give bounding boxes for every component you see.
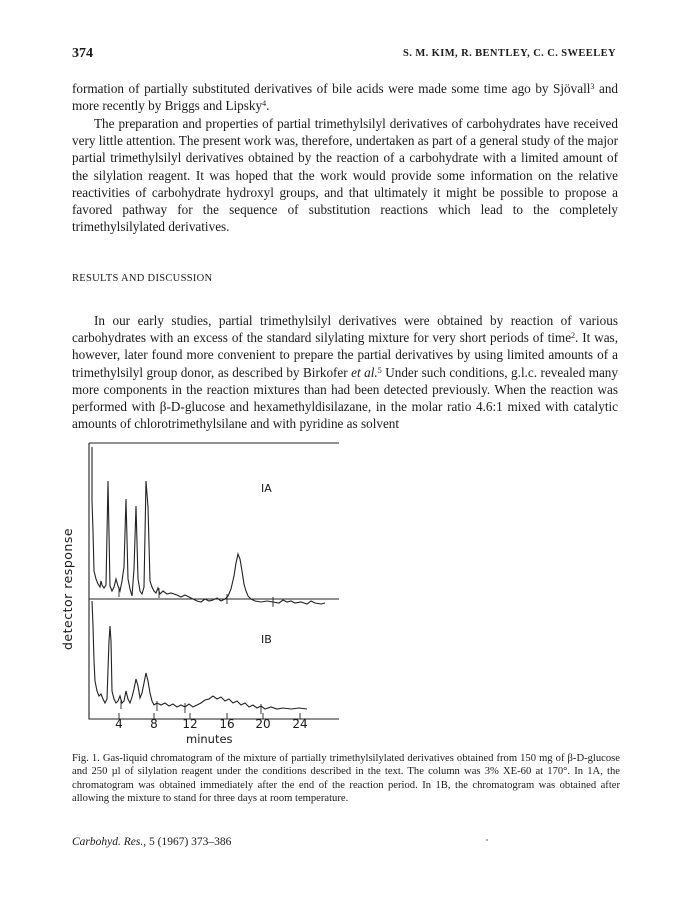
- x-tick-label: 12: [182, 717, 198, 731]
- p1-text-3: .: [266, 98, 270, 114]
- caption-figure-number: Fig. 1.: [72, 753, 100, 764]
- caption-text: Gas-liquid chromatogram of the mixture of partially trimethylsilylated derivatives obtained from 150 mg of β-D-glucose and 250 µl of silylation reagent under the conditions described in the text. The column was 3% XE-60 at 170°. In 1A, the chromatogram was obtained immediately after the end of the reaction period. In 1B, the chromatogram was obtained after allowing the mixture to stand for three days at room temperature.: [72, 753, 620, 804]
- p1-text-1: formation of partially substituted derivatives of bile acids were made some time ago by Sjövall: [72, 81, 591, 96]
- journal-footer: [72, 836, 231, 848]
- running-header-authors: S. M. KIM, R. BENTLEY, C. C. SWEELEY: [403, 48, 616, 59]
- chromatogram-svg: [85, 441, 339, 720]
- stray-dot: [486, 839, 488, 841]
- figure-caption: [72, 752, 620, 805]
- p3-text-2: . It was, however, later found more convenient to prepare the partial derivatives by using limited amounts of a trimethylsilyl group donor, as described by Birkofer: [72, 330, 618, 380]
- chromatogram-figure: [85, 441, 339, 720]
- x-tick-label: 4: [115, 717, 123, 731]
- footer-volume: , 5 (1967) 373–386: [143, 836, 232, 848]
- figure-frame: [89, 443, 339, 719]
- p3-ref-2: 5: [377, 365, 382, 375]
- p3-etal: et al.: [351, 364, 378, 380]
- paragraph-continuation: [72, 80, 618, 114]
- p1-ref-2: 4: [262, 99, 267, 109]
- paragraph-results: [72, 312, 618, 432]
- y-axis-label: detector response: [60, 527, 75, 650]
- page-number: 374: [72, 46, 93, 61]
- section-title: RESULTS AND DISCUSSION: [72, 273, 213, 284]
- x-tick-label: 20: [255, 717, 271, 731]
- x-axis-label: minutes: [186, 732, 233, 746]
- footer-journal: Carbohyd. Res.: [72, 836, 144, 848]
- paragraph-intro: The preparation and properties of partial trimethylsilyl derivatives of carbohydrates have received very little attention. The present work was, therefore, undertaken as part of a general study of the major partial trimethylsilyl derivatives obtained by the reaction of a carbohydrate with a limited amount of the silylation reagent. It was hoped that the work would provide some information on the relative reactivities of carbohydrate hydroxyl groups, and that ultimately it might be possible to propose a favored pathway for the sequence of substitution reactions which lead to the completely trimethylsilylated derivatives.: [72, 116, 618, 235]
- p3-text-3: Under such conditions, g.l.c. revealed many more components in the reaction mixtures than had been detected previously. When the reaction was performed with β-D-glucose and hexamethyldisilazane, in the molar ratio 4.6:1 mixed with catalytic amounts of chlorotrimethylsilane and with pyridine as solvent: [72, 364, 618, 432]
- trace-label-ib: IB: [261, 633, 272, 646]
- trace-ib: [92, 601, 307, 709]
- x-tick-label: 16: [219, 717, 235, 731]
- p3-ref-1: 2: [571, 331, 576, 341]
- p1-ref-1: 3: [590, 82, 595, 91]
- x-tick-label: 8: [150, 717, 158, 731]
- trace-label-ia: IA: [261, 482, 272, 495]
- p3-text-1: In our early studies, partial trimethylsilyl derivatives were obtained by reaction of various carbohydrates with an excess of the standard silylating mixture for very short periods of time: [72, 313, 618, 346]
- p1-text-2: and more recently by Briggs and Lipsky: [72, 81, 619, 114]
- trace-ia: [92, 447, 325, 604]
- x-tick-label: 24: [292, 717, 308, 731]
